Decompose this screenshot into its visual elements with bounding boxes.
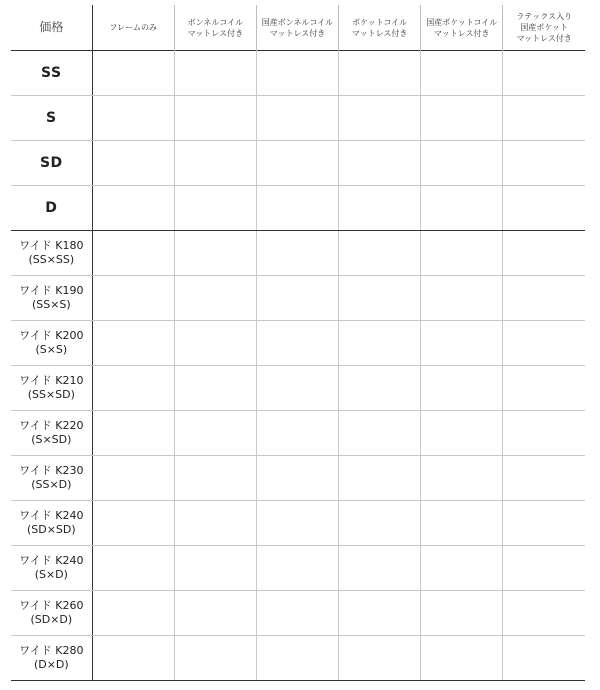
price-cell [503,231,585,276]
table-row [11,51,585,96]
price-cell [256,546,338,591]
price-cell [421,231,503,276]
size-label [11,591,92,636]
price-cell [92,141,174,186]
price-cell [256,501,338,546]
price-cell [256,96,338,141]
header-frame-only [92,5,174,51]
price-cell [92,276,174,321]
price-cell [174,366,256,411]
price-cell [92,96,174,141]
header-line: ラテックス入り [516,12,573,21]
price-table-container [11,5,585,681]
price-cell [92,636,174,681]
price-cell [503,366,585,411]
price-cell [421,276,503,321]
price-cell [256,141,338,186]
price-cell [421,186,503,231]
price-cell [174,186,256,231]
size-label-line: ワイド K220 [19,419,84,432]
header-line: 国産ボンネルコイル [261,17,334,27]
size-label-line: (SD×D) [30,613,73,626]
price-cell [339,276,421,321]
size-label-line: SS [41,65,62,81]
price-cell [174,501,256,546]
table-row [11,276,585,321]
price-cell [92,501,174,546]
header-line: マットレス付き [516,34,572,43]
size-label-line: ワイド K190 [19,284,84,297]
price-cell [92,51,174,96]
size-label-line: (SS×D) [31,478,72,491]
size-label-line: (S×S) [35,343,68,356]
header-row [11,5,585,51]
price-cell [92,546,174,591]
price-cell [174,141,256,186]
price-cell [339,636,421,681]
price-cell [339,96,421,141]
price-cell [503,96,585,141]
size-label-line: (S×SD) [31,433,72,446]
size-label-line: (S×D) [34,568,68,581]
price-cell [503,51,585,96]
table-row [11,366,585,411]
price-cell [174,51,256,96]
price-cell [339,51,421,96]
price-cell [174,321,256,366]
header-line: フレームのみ [109,23,158,32]
price-cell [503,321,585,366]
price-cell [92,366,174,411]
price-cell [174,276,256,321]
price-cell [256,231,338,276]
price-cell [174,231,256,276]
price-cell [421,501,503,546]
size-label-line: ワイド K240 [19,554,84,567]
header-line: マットレス付き [269,28,326,38]
price-cell [256,186,338,231]
price-cell [339,231,421,276]
table-row [11,231,585,276]
price-cell [421,51,503,96]
size-label [11,141,92,186]
price-cell [339,411,421,456]
header-line: マットレス付き [351,28,408,38]
table-row [11,456,585,501]
price-cell [421,591,503,636]
price-cell [339,321,421,366]
price-cell [174,456,256,501]
price-cell [256,51,338,96]
header-line: マットレス付き [187,28,244,38]
size-label-line: (SS×S) [31,298,71,311]
header-line: ポケットコイル [352,17,408,27]
price-cell [256,276,338,321]
price-cell [503,501,585,546]
price-cell [256,366,338,411]
price-cell [256,456,338,501]
table-row [11,501,585,546]
price-cell [421,96,503,141]
price-cell [339,501,421,546]
price-cell [256,321,338,366]
price-cell [339,546,421,591]
price-cell [421,636,503,681]
header-latex-pocket [503,5,585,51]
size-label-line: ワイド K230 [19,464,84,477]
size-label [11,546,92,591]
price-cell [503,141,585,186]
price-cell [421,456,503,501]
size-label [11,456,92,501]
size-label [11,366,92,411]
price-cell [503,186,585,231]
price-cell [421,411,503,456]
price-cell [174,96,256,141]
size-label [11,96,92,141]
price-cell [339,141,421,186]
price-cell [92,231,174,276]
size-label [11,636,92,681]
price-cell [421,321,503,366]
price-cell [339,591,421,636]
table-row [11,186,585,231]
price-cell [503,546,585,591]
size-label [11,411,92,456]
price-cell [339,186,421,231]
table-row [11,636,585,681]
price-cell [339,456,421,501]
size-label-line: D [45,200,58,216]
table-row [11,141,585,186]
price-table-header [11,5,585,51]
price-cell [174,546,256,591]
size-label [11,321,92,366]
size-label-line: ワイド K200 [19,329,84,342]
header-pocket-coil [339,5,421,51]
header-line: マットレス付き [434,28,490,38]
price-cell [174,636,256,681]
size-label [11,51,92,96]
header-line: ボンネルコイル [187,17,244,27]
price-cell [256,591,338,636]
header-line: 国産ポケットコイル [426,17,498,27]
size-label [11,231,92,276]
header-domestic-bonnell-coil [256,5,338,51]
size-label [11,186,92,231]
price-cell [339,366,421,411]
price-table [11,5,585,681]
price-cell [92,591,174,636]
table-row [11,546,585,591]
price-cell [421,141,503,186]
size-label-line: ワイド K210 [19,374,84,387]
price-cell [174,411,256,456]
size-label-line: S [46,110,57,126]
price-cell [92,456,174,501]
price-table-body [11,51,585,681]
header-price: 価格 [11,5,92,51]
size-label-line: (D×D) [33,658,69,671]
price-cell [503,276,585,321]
price-cell [421,366,503,411]
price-cell [92,186,174,231]
price-cell [503,636,585,681]
price-cell [503,411,585,456]
header-bonnell-coil [174,5,256,51]
size-label-line: SD [39,155,63,171]
size-label-line: ワイド K260 [19,599,84,612]
header-domestic-pocket-coil [421,5,503,51]
table-row [11,321,585,366]
table-row [11,591,585,636]
price-cell [92,321,174,366]
price-cell [503,591,585,636]
price-cell [503,456,585,501]
price-cell [421,546,503,591]
table-row [11,96,585,141]
size-label [11,501,92,546]
size-label-line: (SS×SD) [27,388,75,401]
size-label-line: (SS×SS) [28,253,75,266]
price-cell [256,636,338,681]
size-label-line: (SD×SD) [26,523,76,536]
table-row [11,411,585,456]
size-label [11,276,92,321]
size-label-line: ワイド K280 [19,644,84,657]
price-cell [174,591,256,636]
price-cell [256,411,338,456]
size-label-line: ワイド K180 [19,239,84,252]
size-label-line: ワイド K240 [19,509,84,522]
price-cell [92,411,174,456]
header-line: 国産ポケット [520,23,568,32]
